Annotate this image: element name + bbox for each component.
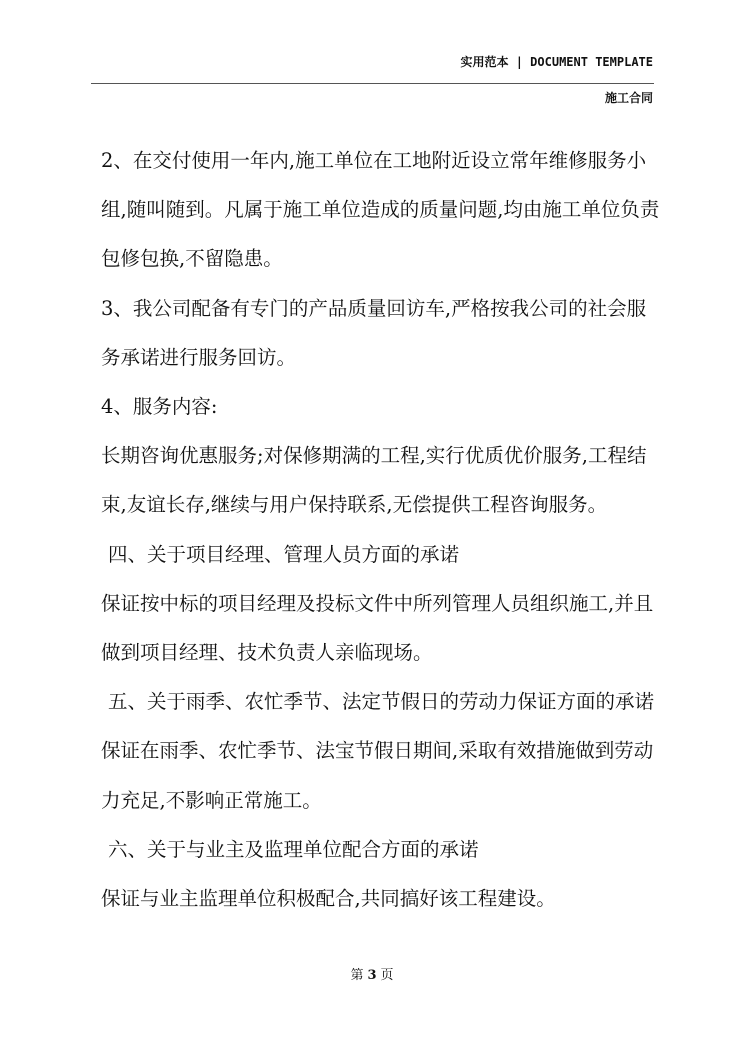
- header-divider: [91, 83, 654, 84]
- page-number: 3: [367, 968, 377, 983]
- heading-section-5: 五、关于雨季、农忙季节、法定节假日的劳动力保证方面的承诺: [108, 690, 655, 714]
- heading-section-6: 六、关于与业主及监理单位配合方面的承诺: [108, 837, 479, 861]
- paragraph-warranty-team: 2、在交付使用一年内,施工单位在工地附近设立常年维修服务小组,随叫随到。凡属于施工单位造成的质量问题,均由施工单位负责包修包换,不留隐患。: [101, 149, 660, 271]
- header-subtitle: 施工合同: [604, 91, 653, 105]
- paragraph-consulting: 长期咨询优惠服务;对保修期满的工程,实行优质优价服务,工程结束,友谊长存,继续与用户保持联系,无偿提供工程咨询服务。: [101, 444, 647, 517]
- paragraph-cooperation: 保证与业主监理单位积极配合,共同搞好该工程建设。: [101, 887, 556, 911]
- header-title: 实用范本 | DOCUMENT TEMPLATE: [460, 55, 653, 69]
- paragraph-project-manager: 保证按中标的项目经理及投标文件中所列管理人员组织施工,并且做到项目经理、技术负责人亲临现场。: [101, 591, 654, 665]
- paragraph-service-content: 4、服务内容:: [101, 395, 218, 419]
- page-footer: [0, 964, 744, 983]
- document-body: [101, 136, 661, 923]
- page-suffix: 页: [380, 968, 394, 983]
- heading-section-4: 四、关于项目经理、管理人员方面的承诺: [108, 542, 460, 566]
- page-prefix: 第: [350, 968, 364, 983]
- paragraph-revisit-car: 3、我公司配备有专门的产品质量回访车,严格按我公司的社会服务承诺进行服务回访。: [101, 296, 647, 369]
- paragraph-labor-guarantee: 保证在雨季、农忙季节、法宝节假日期间,采取有效措施做到劳动力充足,不影响正常施工。: [101, 739, 654, 812]
